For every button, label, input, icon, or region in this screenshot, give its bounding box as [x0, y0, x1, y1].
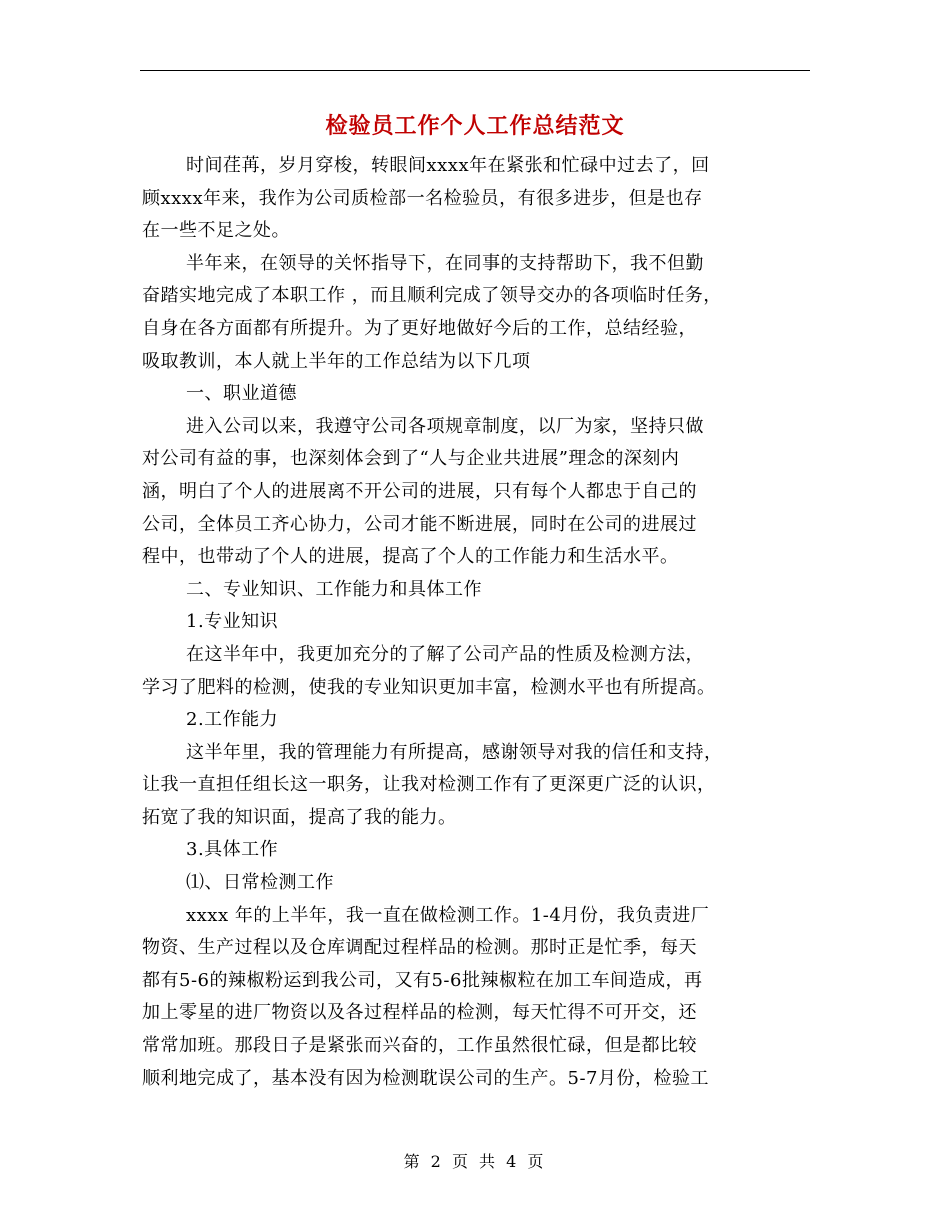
body-line: 都有5-6的辣椒粉运到我公司，又有5-6批辣椒粒在加工车间造成，再	[142, 969, 703, 991]
body-line: 3.具体工作	[186, 839, 279, 861]
body-line: 学习了肥料的检测，使我的专业知识更加丰富，检测水平也有所提高。	[142, 676, 716, 698]
body-line: 在这半年中，我更加充分的了解了公司产品的性质及检测方法，	[186, 643, 704, 665]
header-rule	[140, 70, 810, 71]
body-line: 程中，也带动了个人的进展，提高了个人的工作能力和生活水平。	[142, 546, 679, 568]
body-line: 让我一直担任组长这一职务，让我对检测工作有了更深更广泛的认识，	[142, 774, 716, 796]
body-line: 奋踏实地完成了本职工作 ，而且顺利完成了领导交办的各项临时任务，	[142, 285, 722, 307]
body-line: 吸取教训，本人就上半年的工作总结为以下几项	[142, 350, 531, 372]
body-line: xxxx 年的上半年，我一直在做检测工作。1-4月份，我负责进厂	[186, 904, 710, 926]
body-line: 对公司有益的事，也深刻体会到了“人与企业共进展”理念的深刻内	[142, 448, 680, 470]
body-line: 2.工作能力	[186, 709, 279, 731]
body-line: 顺利地完成了，基本没有因为检测耽误公司的生产。5-7月份，检验工	[142, 1067, 709, 1089]
body-line: 自身在各方面都有所提升。为了更好地做好今后的工作，总结经验，	[142, 317, 697, 339]
body-line: 拓宽了我的知识面，提高了我的能力。	[142, 806, 457, 828]
body-line: 1.专业知识	[186, 611, 279, 633]
body-line: 进入公司以来，我遵守公司各项规章制度，以厂为家，坚持只做	[186, 415, 704, 437]
body-line: 加上零星的进厂物资以及各过程样品的检测，每天忙得不可开交，还	[142, 1002, 697, 1024]
body-line: 物资、生产过程以及仓库调配过程样品的检测。那时正是忙季，每天	[142, 937, 697, 959]
document-title: 检验员工作个人工作总结范文	[325, 113, 625, 139]
body-line: ⑴、日常检测工作	[186, 872, 334, 894]
document-body	[142, 150, 810, 1095]
body-line: 公司，全体员工齐心协力，公司才能不断进展，同时在公司的进展过	[142, 513, 697, 535]
body-line: 在一些不足之处。	[142, 220, 290, 242]
body-line: 顾xxxx年来，我作为公司质检部一名检验员，有很多进步，但是也存	[142, 187, 703, 209]
body-line: 一、职业道德	[186, 383, 297, 405]
body-line: 常常加班。那段日子是紧张而兴奋的，工作虽然很忙碌，但是都比较	[142, 1035, 697, 1057]
body-line: 这半年里，我的管理能力有所提高，感谢领导对我的信任和支持，	[186, 741, 723, 763]
body-line: 二、专业知识、工作能力和具体工作	[186, 578, 482, 600]
page-footer: 第 2 页 共 4 页	[403, 1152, 547, 1171]
body-line: 涵，明白了个人的进展离不开公司的进展，只有每个人都忠于自己的	[142, 480, 697, 502]
body-line: 半年来，在领导的关怀指导下，在同事的支持帮助下，我不但勤	[186, 252, 704, 274]
body-line: 时间荏苒，岁月穿梭，转眼间xxxx年在紧张和忙碌中过去了，回	[186, 155, 710, 176]
